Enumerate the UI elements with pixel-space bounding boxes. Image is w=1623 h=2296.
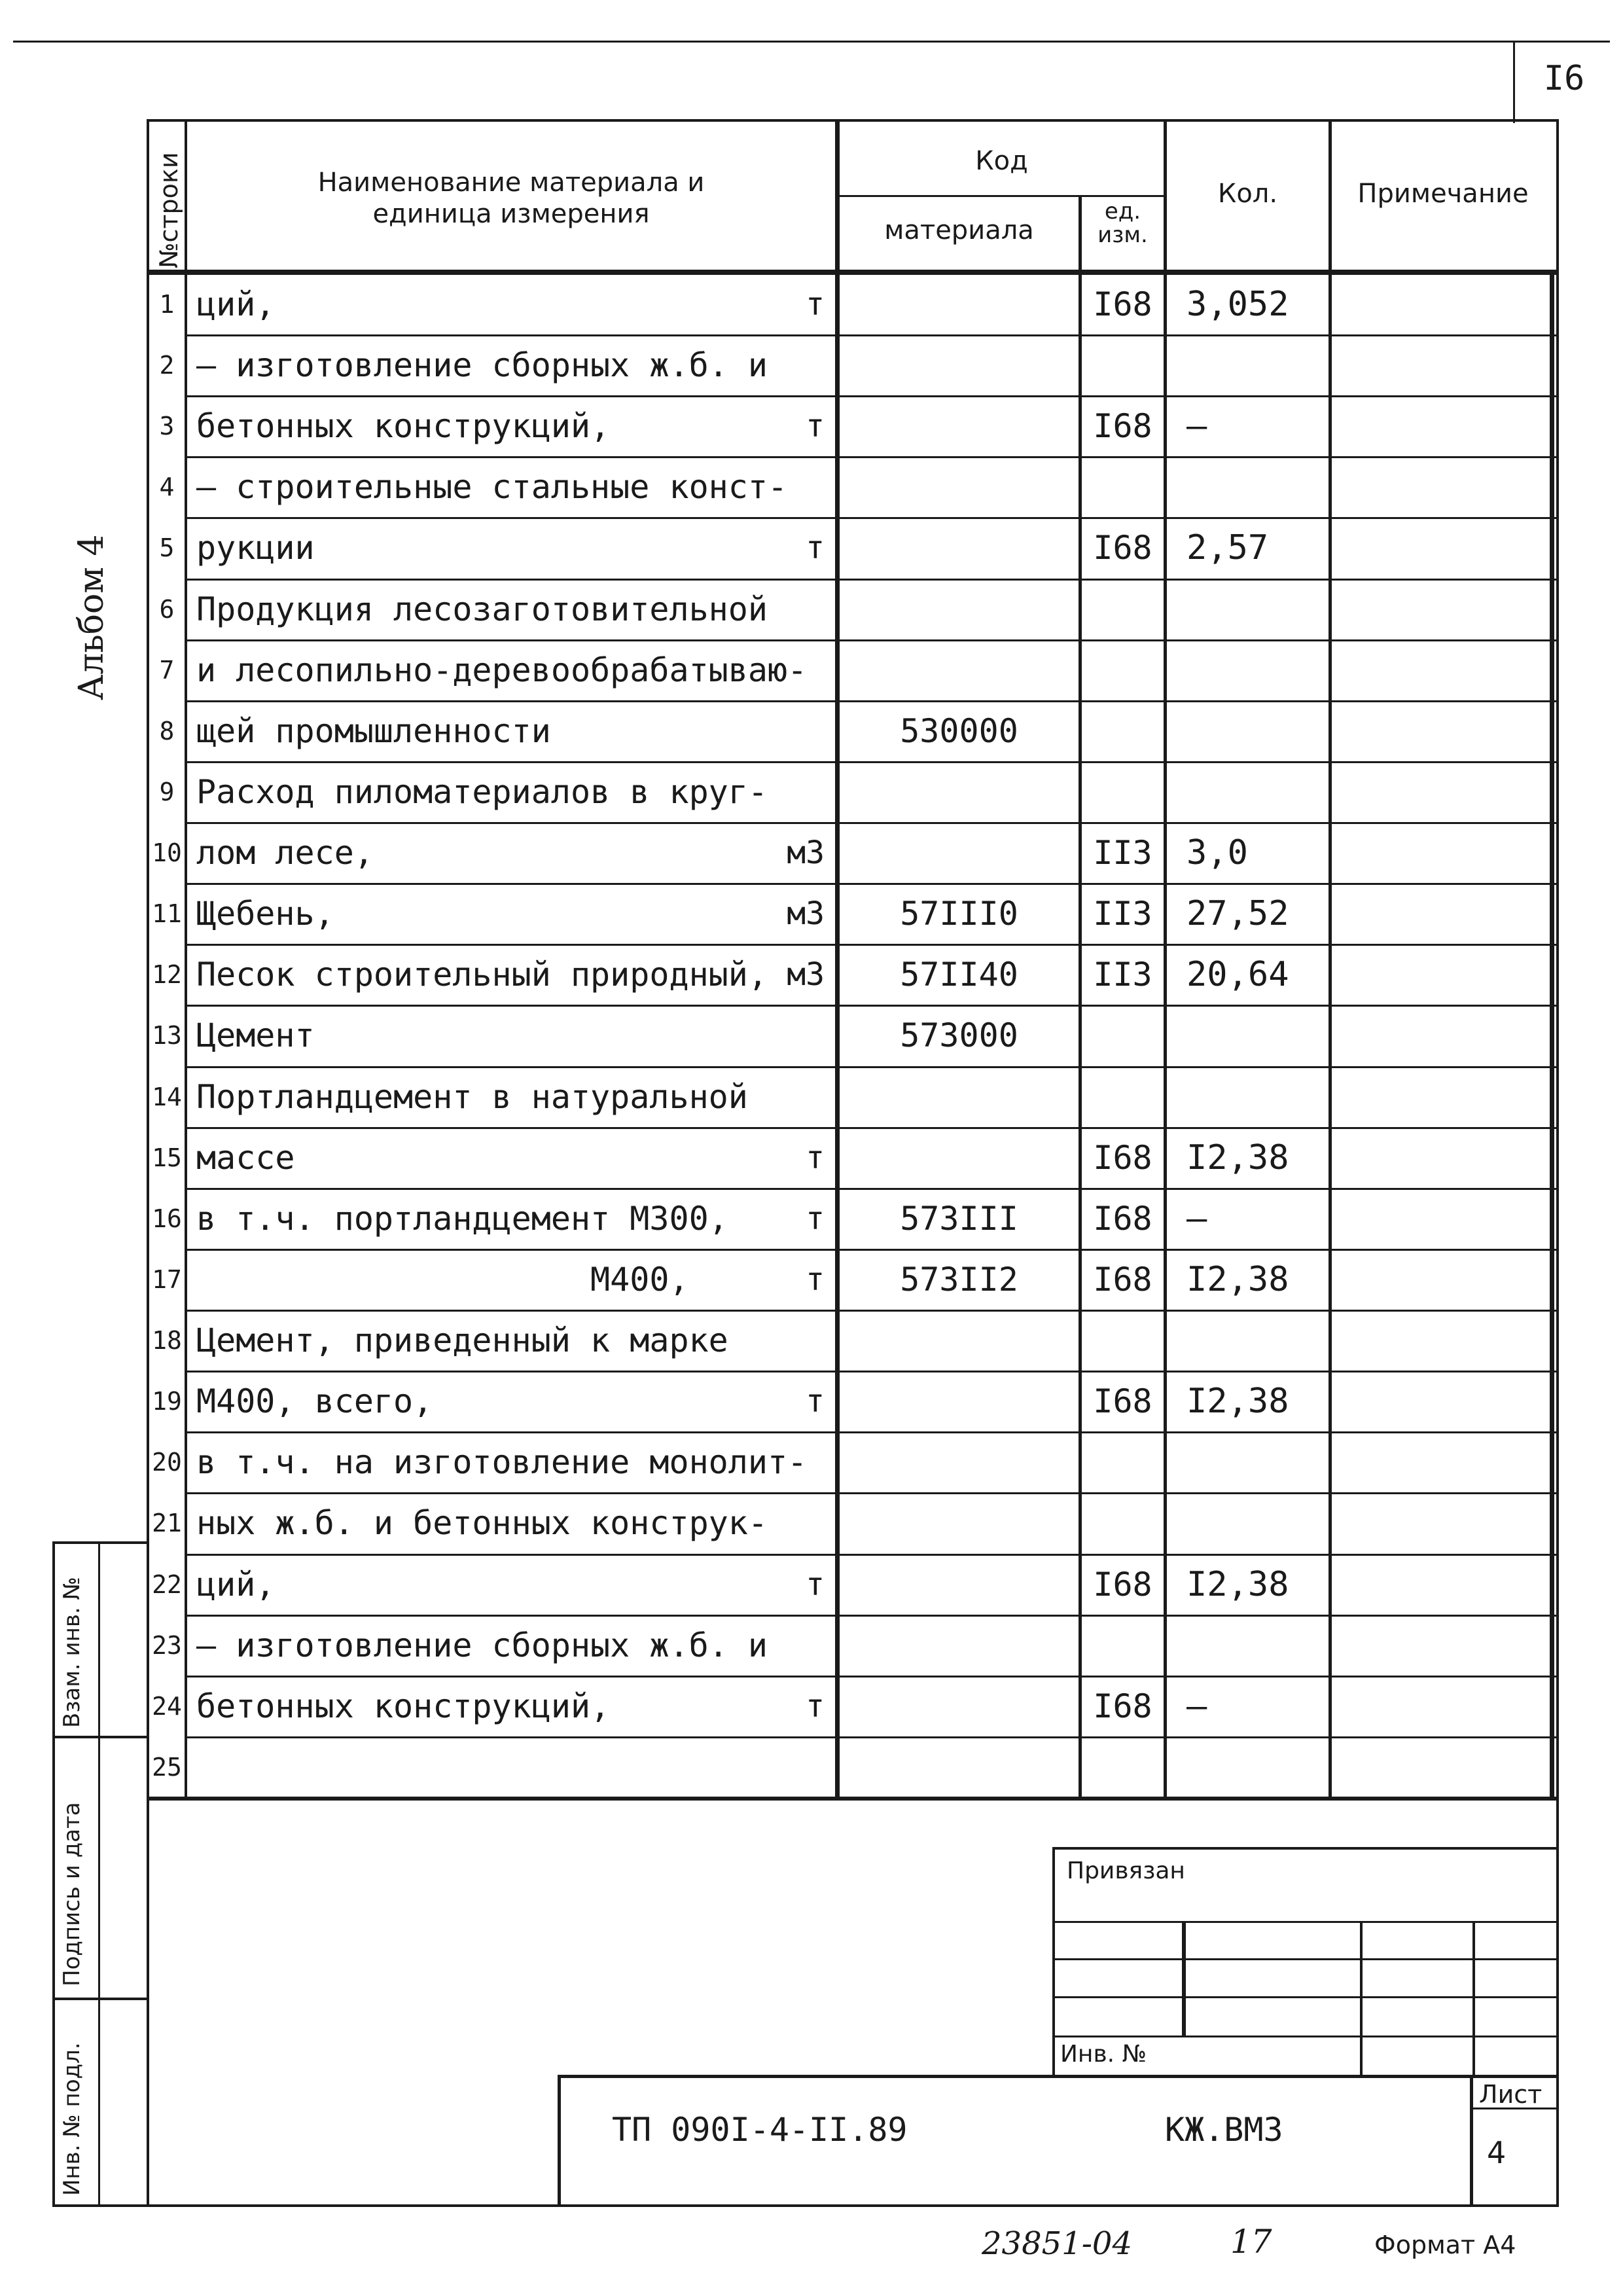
note: [1332, 1736, 1550, 1797]
row-number: 23: [152, 1630, 182, 1660]
material-name: [196, 1066, 831, 1127]
material-name: [196, 334, 831, 395]
material-name: [196, 639, 831, 700]
material-name: [196, 274, 831, 334]
material-unit: т: [806, 1687, 825, 1725]
quantity: I2,38: [1186, 1564, 1289, 1604]
material-name-text: Цемент: [196, 1016, 315, 1054]
unit-code: II3: [1093, 833, 1152, 872]
row-number: 25: [152, 1752, 182, 1782]
quantity: 3,0: [1186, 833, 1248, 872]
material-name-text: лом лесе,: [196, 833, 374, 872]
material-code: [840, 1676, 1079, 1736]
material-name-text: рукции: [196, 528, 315, 567]
row-number: 7: [159, 655, 175, 685]
material-name-text: – строительные стальные конст-: [196, 467, 788, 506]
unit-code: [1082, 1005, 1164, 1066]
quantity: –: [1186, 1686, 1207, 1726]
row-number: 2: [159, 350, 175, 380]
header-code-unit-line1: ед.: [1104, 198, 1141, 224]
material-code: [840, 1371, 1079, 1431]
material-name-text: бетонных конструкций,: [196, 406, 611, 445]
note: [1332, 822, 1550, 883]
quantity: [1167, 1005, 1348, 1066]
document-code: ТП 090I-4-II.89: [612, 2111, 908, 2149]
quantity: [1167, 761, 1348, 822]
material-code: [840, 1127, 1079, 1188]
material-unit: т: [806, 407, 825, 444]
header-name: [187, 167, 835, 230]
row-number: 14: [152, 1082, 182, 1111]
material-code: [840, 1431, 1079, 1492]
unit-code: [1082, 1310, 1164, 1371]
material-unit: м3: [787, 895, 825, 932]
row-number: 8: [159, 716, 175, 745]
material-name-text: Песок строительный природный,: [196, 955, 768, 994]
note: [1332, 1554, 1550, 1615]
note: [1332, 1310, 1550, 1371]
header-quantity: Кол.: [1217, 179, 1278, 209]
unit-code: II3: [1093, 894, 1152, 933]
note: [1332, 639, 1550, 700]
material-code: [840, 1736, 1079, 1797]
note: [1332, 1615, 1550, 1676]
material-name: [196, 1554, 831, 1615]
header-code-material: материала: [884, 215, 1034, 245]
note: [1332, 1127, 1550, 1188]
material-name-text: М400,: [196, 1260, 689, 1299]
unit-code: [1082, 334, 1164, 395]
material-unit: т: [806, 1566, 825, 1603]
material-code: [840, 456, 1079, 517]
material-unit: т: [806, 1261, 825, 1298]
quantity: [1167, 700, 1348, 761]
quantity: –: [1186, 406, 1207, 446]
row-number: 10: [152, 838, 182, 867]
material-name-text: Щебень,: [196, 894, 334, 933]
quantity: [1167, 1736, 1348, 1797]
material-code: [840, 639, 1079, 700]
material-name: [196, 1249, 831, 1310]
material-unit: т: [806, 1382, 825, 1420]
row-number: 15: [152, 1143, 182, 1172]
row-number: 20: [152, 1447, 182, 1477]
material-name: [196, 944, 831, 1005]
material-code: 573III: [900, 1199, 1018, 1238]
material-name-text: – изготовление сборных ж.б. и: [196, 346, 768, 384]
unit-code: I68: [1093, 1382, 1152, 1420]
row-number: 18: [152, 1325, 182, 1355]
note: [1332, 1371, 1550, 1431]
unit-code: [1082, 639, 1164, 700]
header-note: Примечание: [1357, 179, 1529, 209]
format-label: Формат А4: [1374, 2231, 1516, 2259]
quantity: [1167, 1310, 1348, 1371]
material-name-text: Расход пиломатериалов в круг-: [196, 772, 768, 811]
material-code: [840, 334, 1079, 395]
note: [1332, 1492, 1550, 1553]
material-name-text: в т.ч. портландцемент М300,: [196, 1199, 728, 1238]
material-unit: м3: [787, 834, 825, 871]
material-name-text: – изготовление сборных ж.б. и: [196, 1626, 768, 1664]
quantity: I2,38: [1186, 1259, 1289, 1299]
row-number: 19: [152, 1386, 182, 1416]
row-number: 17: [152, 1265, 182, 1294]
header-row-number: №строки: [154, 152, 183, 268]
material-code: 57II40: [900, 955, 1018, 994]
unit-code: [1082, 456, 1164, 517]
note: [1332, 1431, 1550, 1492]
quantity: –: [1186, 1198, 1207, 1238]
quantity: 2,57: [1186, 528, 1269, 567]
side-stamp-inv-podl: Инв. № подл.: [59, 2042, 85, 2196]
unit-code: I68: [1093, 285, 1152, 323]
material-name-text: ных ж.б. и бетонных конструк-: [196, 1503, 768, 1542]
sheet-label: Лист: [1479, 2080, 1543, 2109]
header-name-line1: Наименование материала и: [317, 168, 705, 198]
quantity: I2,38: [1186, 1381, 1289, 1421]
inv-no-label: Инв. №: [1060, 2041, 1147, 2068]
row-number: 13: [152, 1020, 182, 1050]
unit-code: [1082, 761, 1164, 822]
material-code: [840, 761, 1079, 822]
note: [1332, 274, 1550, 334]
unit-code: [1082, 579, 1164, 639]
material-name: [196, 517, 831, 578]
unit-code: [1082, 700, 1164, 761]
quantity: [1167, 456, 1348, 517]
row-number: 16: [152, 1204, 182, 1233]
unit-code: [1082, 1492, 1164, 1553]
material-unit: м3: [787, 956, 825, 993]
quantity: [1167, 639, 1348, 700]
material-code: 573II2: [900, 1260, 1018, 1299]
side-stamp-vzam-inv: Взам. инв. №: [59, 1577, 85, 1728]
material-code: [840, 1066, 1079, 1127]
sheet-number: I6: [1543, 59, 1585, 98]
unit-code: I68: [1093, 1687, 1152, 1725]
material-name: [196, 1310, 831, 1371]
material-code: [840, 822, 1079, 883]
material-unit: т: [806, 529, 825, 566]
material-name-text: бетонных конструкций,: [196, 1687, 611, 1725]
material-name-text: ций,: [196, 285, 276, 323]
material-name: [196, 1431, 831, 1492]
note: [1332, 456, 1550, 517]
row-number: 9: [159, 777, 175, 806]
material-unit: т: [806, 1139, 825, 1176]
material-name: [196, 395, 831, 456]
material-name-text: ций,: [196, 1565, 276, 1604]
material-code: [840, 1615, 1079, 1676]
quantity: [1167, 1431, 1348, 1492]
note: [1332, 579, 1550, 639]
note: [1332, 1066, 1550, 1127]
note: [1332, 517, 1550, 578]
note: [1332, 334, 1550, 395]
note: [1332, 1676, 1550, 1736]
material-name: [196, 1492, 831, 1553]
unit-code: [1082, 1736, 1164, 1797]
unit-code: I68: [1093, 1565, 1152, 1604]
row-number: 3: [159, 411, 175, 440]
row-number: 21: [152, 1508, 182, 1537]
unit-code: [1082, 1066, 1164, 1127]
row-number: 24: [152, 1691, 182, 1721]
row-number: 5: [159, 533, 175, 562]
material-code: [840, 1554, 1079, 1615]
quantity: [1167, 1492, 1348, 1553]
header-code-unit: [1082, 200, 1164, 247]
note: [1332, 761, 1550, 822]
note: [1332, 700, 1550, 761]
header-code-unit-line2: изм.: [1097, 222, 1148, 248]
material-code: [840, 579, 1079, 639]
material-name: [196, 1615, 831, 1676]
row-number: 4: [159, 472, 175, 501]
material-name: [196, 761, 831, 822]
material-name: [196, 579, 831, 639]
material-code: [840, 1310, 1079, 1371]
material-code: [840, 1492, 1079, 1553]
material-code: [840, 395, 1079, 456]
material-name-text: и лесопильно-деревообрабатываю-: [196, 651, 808, 689]
note: [1332, 1249, 1550, 1310]
row-number: 12: [152, 960, 182, 989]
unit-code: [1082, 1615, 1164, 1676]
note: [1332, 395, 1550, 456]
side-stamp-podpis: Подпись и дата: [59, 1802, 85, 1986]
material-name-text: Портландцемент в натуральной: [196, 1077, 748, 1116]
material-name-text: М400, всего,: [196, 1382, 433, 1420]
material-code: 573000: [900, 1016, 1018, 1054]
note: [1332, 1005, 1550, 1066]
material-code: 530000: [900, 711, 1018, 750]
unit-code: [1082, 1431, 1164, 1492]
material-code: [840, 274, 1079, 334]
row-number: 22: [152, 1570, 182, 1599]
note: [1332, 944, 1550, 1005]
album-label: Альбом 4: [72, 534, 111, 700]
material-name-text: массе: [196, 1138, 295, 1177]
material-name-text: в т.ч. на изготовление монолит-: [196, 1443, 808, 1481]
material-name: [196, 1188, 831, 1249]
quantity: [1167, 1615, 1348, 1676]
header-name-line2: единица измерения: [372, 199, 650, 229]
document-mark: КЖ.ВМ3: [1165, 2111, 1283, 2149]
material-unit: т: [806, 285, 825, 323]
material-name: [196, 1127, 831, 1188]
archive-number: 23851-04: [982, 2225, 1132, 2262]
material-name: [196, 1371, 831, 1431]
material-name: [196, 700, 831, 761]
quantity: 3,052: [1186, 284, 1289, 324]
unit-code: I68: [1093, 528, 1152, 567]
material-code: 57III0: [900, 894, 1018, 933]
material-name: [196, 456, 831, 517]
material-name: [196, 1005, 831, 1066]
material-name: [196, 822, 831, 883]
privyazan-label: Привязан: [1067, 1857, 1185, 1884]
note: [1332, 1188, 1550, 1249]
quantity: [1167, 1066, 1348, 1127]
quantity: 20,64: [1186, 954, 1289, 994]
quantity: 27,52: [1186, 893, 1289, 933]
unit-code: I68: [1093, 406, 1152, 445]
material-name: [196, 1676, 831, 1736]
note: [1332, 883, 1550, 944]
quantity: [1167, 579, 1348, 639]
page-number: 17: [1230, 2223, 1272, 2261]
unit-code: II3: [1093, 955, 1152, 994]
material-name-text: щей промышленности: [196, 711, 551, 750]
material-name: [196, 883, 831, 944]
unit-code: I68: [1093, 1138, 1152, 1177]
header-code: Код: [975, 146, 1028, 176]
row-number: 6: [159, 594, 175, 624]
material-name-text: Продукция лесозаготовительной: [196, 590, 768, 628]
material-code: [840, 517, 1079, 578]
row-number: 11: [152, 899, 182, 928]
quantity: I2,38: [1186, 1138, 1289, 1177]
material-unit: т: [806, 1200, 825, 1237]
quantity: [1167, 334, 1348, 395]
unit-code: I68: [1093, 1199, 1152, 1238]
sheet-value: 4: [1487, 2135, 1507, 2170]
material-name-text: Цемент, приведенный к марке: [196, 1321, 728, 1359]
unit-code: I68: [1093, 1260, 1152, 1299]
row-number: 1: [159, 289, 175, 319]
material-name: [196, 1736, 831, 1797]
